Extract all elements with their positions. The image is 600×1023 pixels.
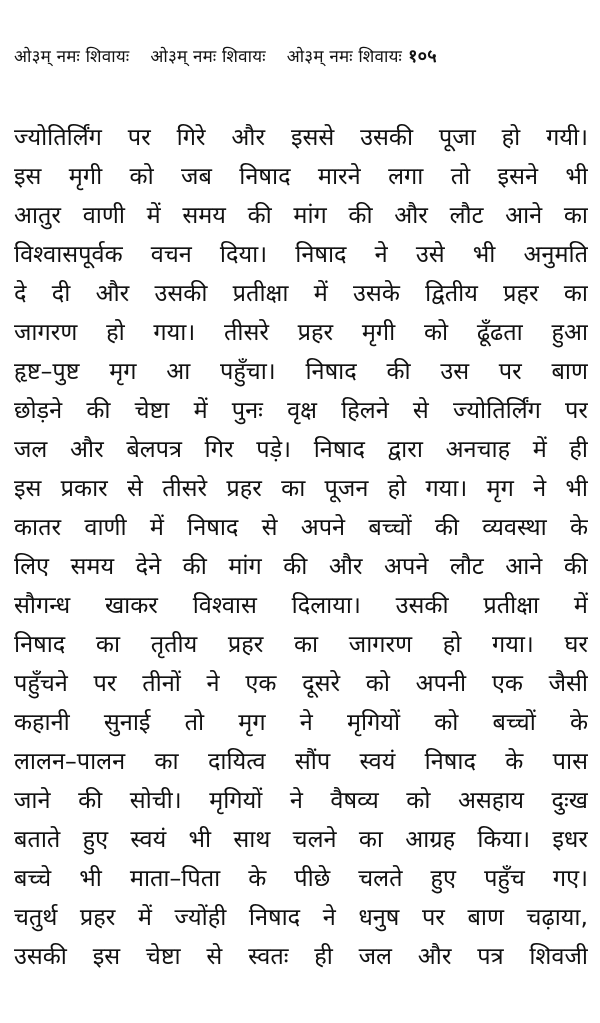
text-line: जल और बेलपत्र गिर पड़े। निषाद द्वारा अनचाह में ही [14, 435, 588, 463]
text-line: विश्वासपूर्वक वचन दिया। निषाद ने उसे भी अनुमति [14, 240, 588, 268]
header-invocation-1: ओ३म् नमः शिवायः [14, 47, 130, 67]
header-invocation-3: ओ३म् नमः शिवायः [286, 47, 403, 67]
page-number: १०५ [408, 46, 437, 67]
running-header [14, 44, 586, 68]
text-line: चतुर्थ प्रहर में ज्योंही निषाद ने धनुष पर बाण चढ़ाया, [14, 903, 588, 931]
text-line: जाने की सोची। मृगियों ने वैषव्य को असहाय दुःख [14, 786, 588, 814]
text-line: इस मृगी को जब निषाद मारने लगा तो इसने भी [14, 162, 588, 190]
text-line: इस प्रकार से तीसरे प्रहर का पूजन हो गया। मृग ने भी [14, 474, 588, 502]
text-line: कहानी सुनाई तो मृग ने मृगियों को बच्चों के [14, 708, 588, 736]
text-line: बताते हुए स्वयं भी साथ चलने का आग्रह किया। इधर [14, 825, 588, 853]
header-invocation-2: ओ३म् नमः शिवायः [150, 47, 266, 67]
text-line: कातर वाणी में निषाद से अपने बच्चों की व्यवस्था के [14, 513, 588, 541]
text-line: छोड़ने की चेष्टा में पुनः वृक्ष हिलने से ज्योतिर्लिंग पर [14, 396, 588, 424]
body-text [14, 118, 588, 976]
text-line: लालन–पालन का दायित्व सौंप स्वयं निषाद के पास [14, 747, 588, 775]
text-line: सौगन्ध खाकर विश्वास दिलाया। उसकी प्रतीक्षा में [14, 591, 588, 619]
text-line: आतुर वाणी में समय की मांग की और लौट आने का [14, 201, 588, 229]
text-line: उसकी इस चेष्टा से स्वतः ही जल और पत्र शिवजी [14, 942, 588, 970]
text-line: जागरण हो गया। तीसरे प्रहर मृगी को ढूँढता हुआ [14, 318, 588, 346]
text-line: निषाद का तृतीय प्रहर का जागरण हो गया। घर [14, 630, 588, 658]
text-line: ज्योतिर्लिंग पर गिरे और इससे उसकी पूजा हो गयी। [14, 123, 588, 151]
text-line: बच्चे भी माता–पिता के पीछे चलते हुए पहुँच गए। [14, 864, 588, 892]
text-line: दे दी और उसकी प्रतीक्षा में उसके द्वितीय प्रहर का [14, 279, 588, 307]
text-line: पहुँचने पर तीनों ने एक दूसरे को अपनी एक जैसी [14, 669, 588, 697]
text-line: लिए समय देने की मांग की और अपने लौट आने की [14, 552, 588, 580]
text-line: हृष्ट–पुष्ट मृग आ पहुँचा। निषाद की उस पर बाण [14, 357, 588, 385]
